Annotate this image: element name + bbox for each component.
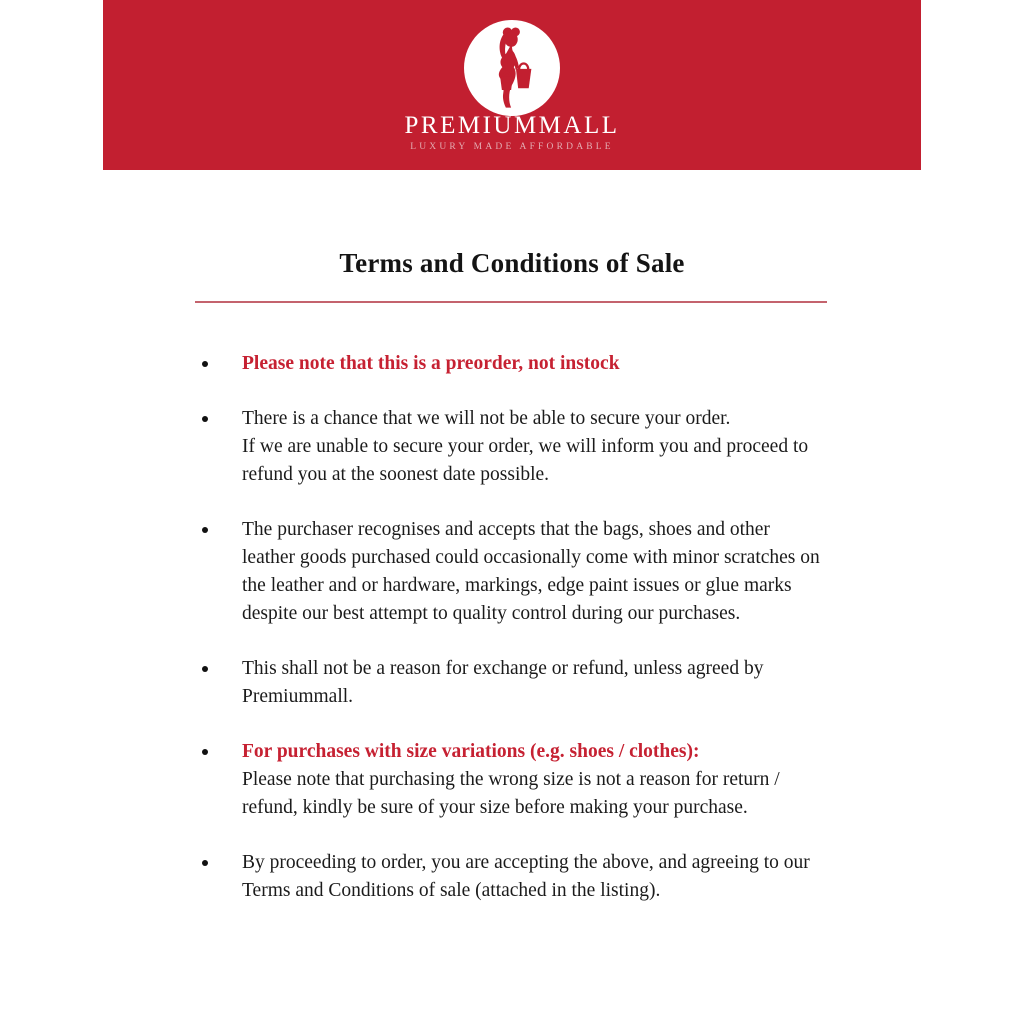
bullet-red-line: Please note that this is a preorder, not instock — [242, 353, 620, 374]
bullet-line: Terms and Conditions of sale (attached in the listing). — [242, 880, 661, 901]
bullet-line: This shall not be a reason for exchange or refund, unless agreed by — [242, 658, 764, 679]
bullet-item — [200, 655, 860, 711]
bullet-marker — [202, 416, 208, 422]
page-title: Terms and Conditions of Sale — [339, 248, 685, 278]
terms-list — [200, 350, 860, 932]
bullet-item — [200, 405, 860, 489]
bullet-marker — [202, 749, 208, 755]
bullet-marker — [202, 860, 208, 866]
brand-banner — [103, 0, 921, 170]
bullet-marker — [202, 666, 208, 672]
bullet-line: refund, kindly be sure of your size before making your purchase. — [242, 797, 748, 818]
bullet-line: If we are unable to secure your order, we will inform you and proceed to — [242, 436, 809, 457]
title-divider — [195, 301, 827, 303]
bullet-line: The purchaser recognises and accepts that the bags, shoes and other — [242, 519, 770, 540]
bullet-item — [200, 849, 860, 905]
bullet-lines — [242, 738, 860, 822]
bullet-item — [200, 738, 860, 822]
bullet-item — [200, 516, 860, 628]
bullet-marker — [202, 361, 208, 367]
woman-with-shopping-bags-icon — [468, 24, 556, 112]
bullet-line: Premiummall. — [242, 686, 354, 707]
bullet-lines — [242, 516, 860, 628]
brand-tagline: LUXURY MADE AFFORDABLE — [410, 142, 614, 152]
brand-logo — [464, 20, 560, 116]
bullet-lines — [242, 350, 860, 378]
bullet-item — [200, 350, 860, 378]
bullet-line: refund you at the soonest date possible. — [242, 464, 550, 485]
bullet-lines — [242, 405, 860, 489]
bullet-lines — [242, 655, 860, 711]
bullet-marker — [202, 527, 208, 533]
brand-name: PREMIUMMALL — [404, 112, 620, 139]
bullet-red-line: For purchases with size variations (e.g. shoes / clothes): — [242, 741, 700, 762]
bullet-line: the leather and or hardware, markings, edge paint issues or glue marks — [242, 575, 792, 596]
bullet-line: despite our best attempt to quality control during our purchases. — [242, 603, 741, 624]
bullet-lines — [242, 849, 860, 905]
bullet-line: Please note that purchasing the wrong size is not a reason for return / — [242, 769, 780, 790]
bullet-line: By proceeding to order, you are accepting the above, and agreeing to our — [242, 852, 810, 873]
bullet-line: leather goods purchased could occasionally come with minor scratches on — [242, 547, 820, 568]
bullet-line: There is a chance that we will not be able to secure your order. — [242, 408, 731, 429]
